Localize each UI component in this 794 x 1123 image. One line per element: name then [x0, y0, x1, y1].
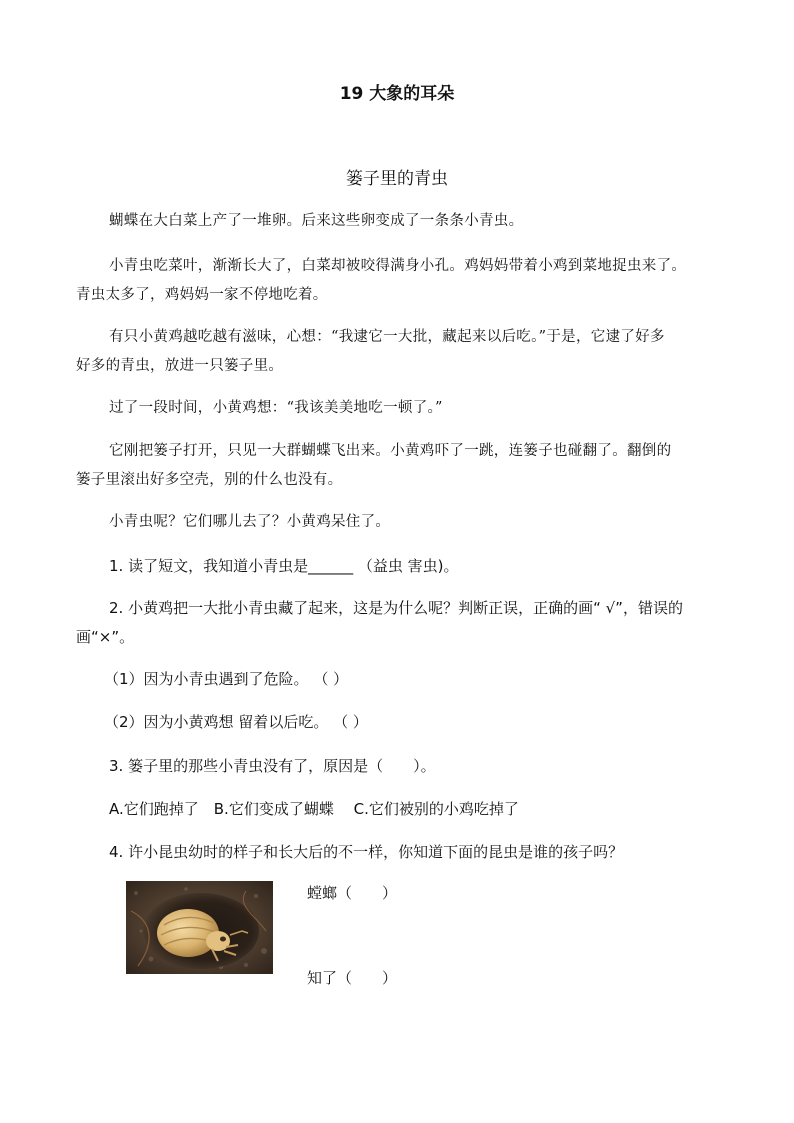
question-3: 3. 篓子里的那些小青虫没有了，原因是（ ）。	[109, 757, 436, 775]
question-2-line-1: 2. 小黄鸡把一大批小青虫藏了起来，这是为什么呢？判断正误，正确的画“ √”，错误的	[109, 599, 683, 617]
passage-paragraph-5-line-1: 它刚把篓子打开，只见一大群蝴蝶飞出来。小黄鸡吓了一跳，连篓子也碰翻了。翻倒的	[109, 443, 672, 459]
cicada-nymph-photo	[126, 881, 273, 974]
lesson-title: 19 大象的耳朵	[339, 84, 455, 104]
question-2-item-2: （2）因为小黄鸡想 留着以后吃。 （ ）	[104, 713, 368, 731]
passage-paragraph-4: 过了一段时间，小黄鸡想：“我该美美地吃一顿了。”	[109, 400, 443, 416]
question-4-answer-mantis: 螳螂（ ）	[307, 884, 398, 902]
passage-paragraph-1: 蝴蝶在大白菜上产了一堆卵。后来这些卵变成了一条条小青虫。	[109, 213, 524, 229]
passage-paragraph-3-line-2: 好多的青虫，放进一只篓子里。	[76, 358, 284, 374]
question-3-options: A.它们跑掉了 B.它们变成了蝴蝶 C.它们被别的小鸡吃掉了	[109, 800, 519, 818]
question-4: 4. 许小昆虫幼时的样子和长大后的不一样，你知道下面的昆虫是谁的孩子吗？	[109, 843, 624, 861]
question-4-answer-cicada: 知了（ ）	[307, 969, 398, 987]
passage-paragraph-5-line-2: 篓子里滚出好多空壳，别的什么也没有。	[76, 472, 343, 488]
passage-paragraph-6: 小青虫呢？它们哪儿去了？小黄鸡呆住了。	[109, 514, 391, 530]
passage-paragraph-3-line-1: 有只小黄鸡越吃越有滋味，心想：“我逮它一大批，藏起来以后吃。”于是，它逮了好多	[109, 329, 665, 345]
passage-title: 篓子里的青虫	[346, 169, 448, 189]
passage-paragraph-2-line-1: 小青虫吃菜叶，渐渐长大了，白菜却被咬得满身小孔。鸡妈妈带着小鸡到菜地捉虫来了。	[109, 258, 687, 274]
passage-paragraph-2-line-2: 青虫太多了，鸡妈妈一家不停地吃着。	[76, 287, 328, 303]
question-1: 1. 读了短文，我知道小青虫是______ （益虫 害虫)。	[109, 557, 459, 575]
question-2-item-1: （1）因为小青虫遇到了危险。 （ ）	[104, 670, 349, 688]
question-2-line-2: 画“×”。	[76, 628, 135, 646]
